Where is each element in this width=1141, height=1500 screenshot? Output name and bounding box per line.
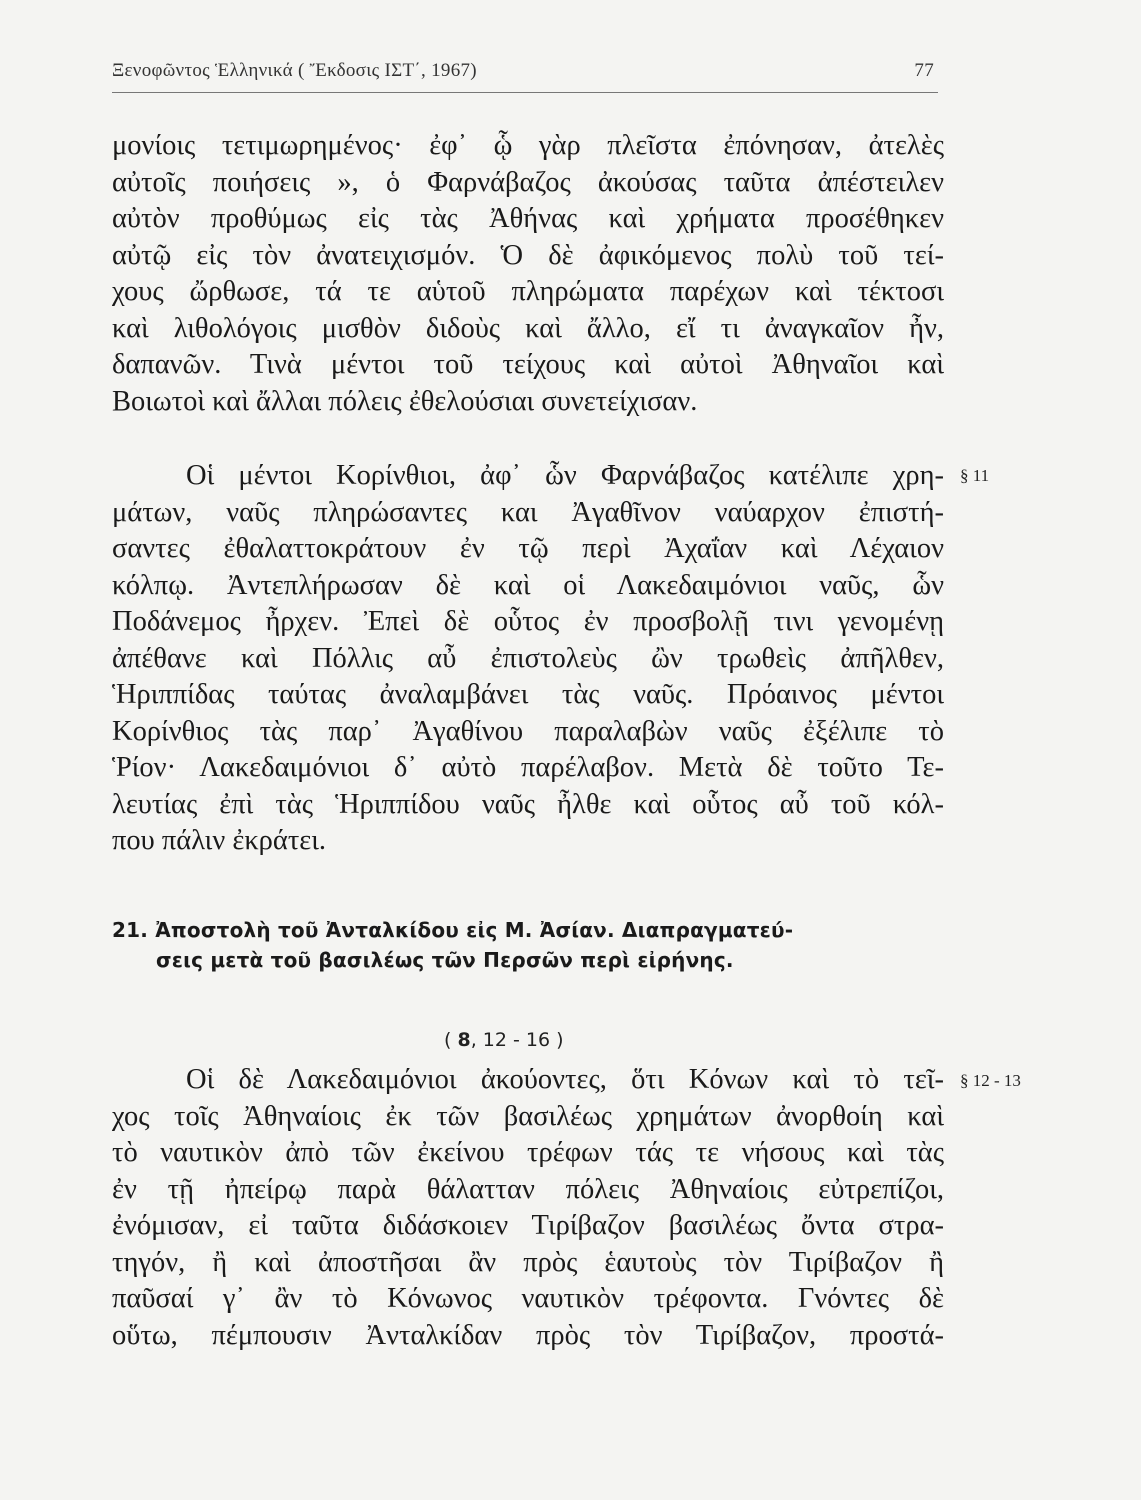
text-line: μάτων, ναῦς πληρώσαντες και Ἀγαθῖνον ναύαρχον ἐπιστή- <box>112 496 944 528</box>
text-line: μονίοις τετιμωρημένος· ἐφ᾽ ᾧ γὰρ πλεῖστα ἐπόνησαν, ἀτελὲς <box>112 130 944 161</box>
section-heading-line2: σεις μετὰ τοῦ βασιλέως τῶν Περσῶν περὶ εἰρήνης. <box>156 948 734 972</box>
text-line: ἀπέθανε καὶ Πόλλις αὖ ἐπιστολεὺς ὢν τρωθεὶς ἀπῆλθεν, <box>112 642 944 674</box>
text-line: Βοιωτοὶ καὶ ἄλλαι πόλεις ἐθελούσιαι συνετείχισαν. <box>112 385 698 417</box>
text-line: Κορίνθιος τὰς παρ᾽ Ἀγαθίνου παραλαβὼν ναῦς ἐξέλιπε τὸ <box>112 715 944 747</box>
margin-ref-12-13: § 12 - 13 <box>960 1071 1021 1090</box>
text-line: αὐτὸν προθύμως εἰς τὰς Ἀθήνας καὶ χρήματα προσέθηκεν <box>112 203 944 234</box>
section-heading-line1: 21. Ἀποστολὴ τοῦ Ἀνταλκίδου εἰς Μ. Ἀσίαν. Διαπραγματεύ- <box>112 918 794 942</box>
running-head <box>112 60 934 82</box>
text-line: τηγόν, ἢ καὶ ἀποστῆσαι ἂν πρὸς ἑαυτοὺς τὸν Τιρίβαζον ἢ <box>112 1246 944 1278</box>
page-number: 77 <box>914 60 934 81</box>
text-line: λευτίας ἐπὶ τὰς Ἡριππίδου ναῦς ἦλθε καὶ οὗτος αὖ τοῦ κόλ- <box>112 788 944 820</box>
paragraph-continued <box>112 128 944 420</box>
text-line: αὐτῷ εἰς τὸν ἀνατειχισμόν. Ὁ δὲ ἀφικόμενος πολὺ τοῦ τεί- <box>112 239 944 271</box>
text-line: Ῥίον· Λακεδαιμόνιοι δ᾽ αὐτὸ παρέλαβον. Μετὰ δὲ τοῦτο Τε- <box>112 752 944 783</box>
source-reference <box>444 1029 564 1051</box>
text-line: χος τοῖς Ἀθηναίοις ἐκ τῶν βασιλέως χρημάτων ἀνορθοίη καὶ <box>112 1100 944 1132</box>
margin-ref-11: § 11 <box>960 466 990 485</box>
paragraph-lacedaemonians <box>112 1062 944 1354</box>
running-title: Ξενοφῶντος Ἑλληνικά ( Ἔκδοσις ΙΣΤ΄, 1967) <box>112 60 477 81</box>
paragraph-corinthians <box>112 458 944 860</box>
text-line: που πάλιν ἐκράτει. <box>112 825 327 856</box>
section-heading <box>112 915 944 975</box>
text-line: οὕτω, πέμπουσιν Ἀνταλκίδαν πρὸς τὸν Τιρίβαζον, προστά- <box>112 1319 944 1351</box>
text-line: δαπανῶν. Τινὰ μέντοι τοῦ τείχους καὶ αὐτοὶ Ἀθηναῖοι καὶ <box>112 349 944 380</box>
text-line: τὸ ναυτικὸν ἀπὸ τῶν ἐκείνου τρέφων τάς τε νήσους καὶ τὰς <box>112 1137 944 1168</box>
text-line: Ποδάνεμος ἦρχεν. Ἐπεὶ δὲ οὗτος ἐν προσβολῇ τινι γενομένῃ <box>112 606 944 637</box>
header-rule <box>112 92 938 93</box>
text-line: Οἱ μέντοι Κορίνθιοι, ἀφ᾽ ὧν Φαρνάβαζος κατέλιπε χρη- <box>186 460 944 491</box>
text-line: Οἱ δὲ Λακεδαιμόνιοι ἀκούοντες, ὅτι Κόνων καὶ τὸ τεῖ- <box>186 1064 944 1095</box>
text-line: κόλπῳ. Ἀντεπλήρωσαν δὲ καὶ οἱ Λακεδαιμόνιοι ναῦς, ὧν <box>112 569 944 601</box>
text-line: αὐτοῖς ποιήσεις », ὁ Φαρνάβαζος ἀκούσας ταῦτα ἀπέστειλεν <box>112 166 944 198</box>
text-line: σαντες ἐθαλαττοκράτουν ἐν τῷ περὶ Ἀχαΐαν καὶ Λέχαιον <box>112 533 944 564</box>
text-line: ἐνόμισαν, εἰ ταῦτα διδάσκοιεν Τιρίβαζον βασιλέως ὄντα στρα- <box>112 1210 944 1241</box>
text-line: ἐν τῇ ἠπείρῳ παρὰ θάλατταν πόλεις Ἀθηναίοις εὐτρεπίζοι, <box>112 1173 944 1205</box>
text-line: Ἡριππίδας ταύτας ἀναλαμβάνει τὰς ναῦς. Πρόαινος μέντοι <box>112 679 944 710</box>
ref-open: ( <box>444 1029 458 1051</box>
ref-rest: , 12 - 16 ) <box>470 1029 564 1051</box>
ref-book: 8 <box>457 1029 471 1051</box>
text-line: παῦσαί γ᾽ ἂν τὸ Κόνωνος ναυτικὸν τρέφοντα. Γνόντες δὲ <box>112 1283 944 1314</box>
text-line: χους ὤρθωσε, τά τε αὑτοῦ πληρώματα παρέχων καὶ τέκτοσι <box>112 276 944 307</box>
text-line: καὶ λιθολόγοις μισθὸν διδοὺς καὶ ἄλλο, εἴ τι ἀναγκαῖον ἦν, <box>112 312 944 344</box>
